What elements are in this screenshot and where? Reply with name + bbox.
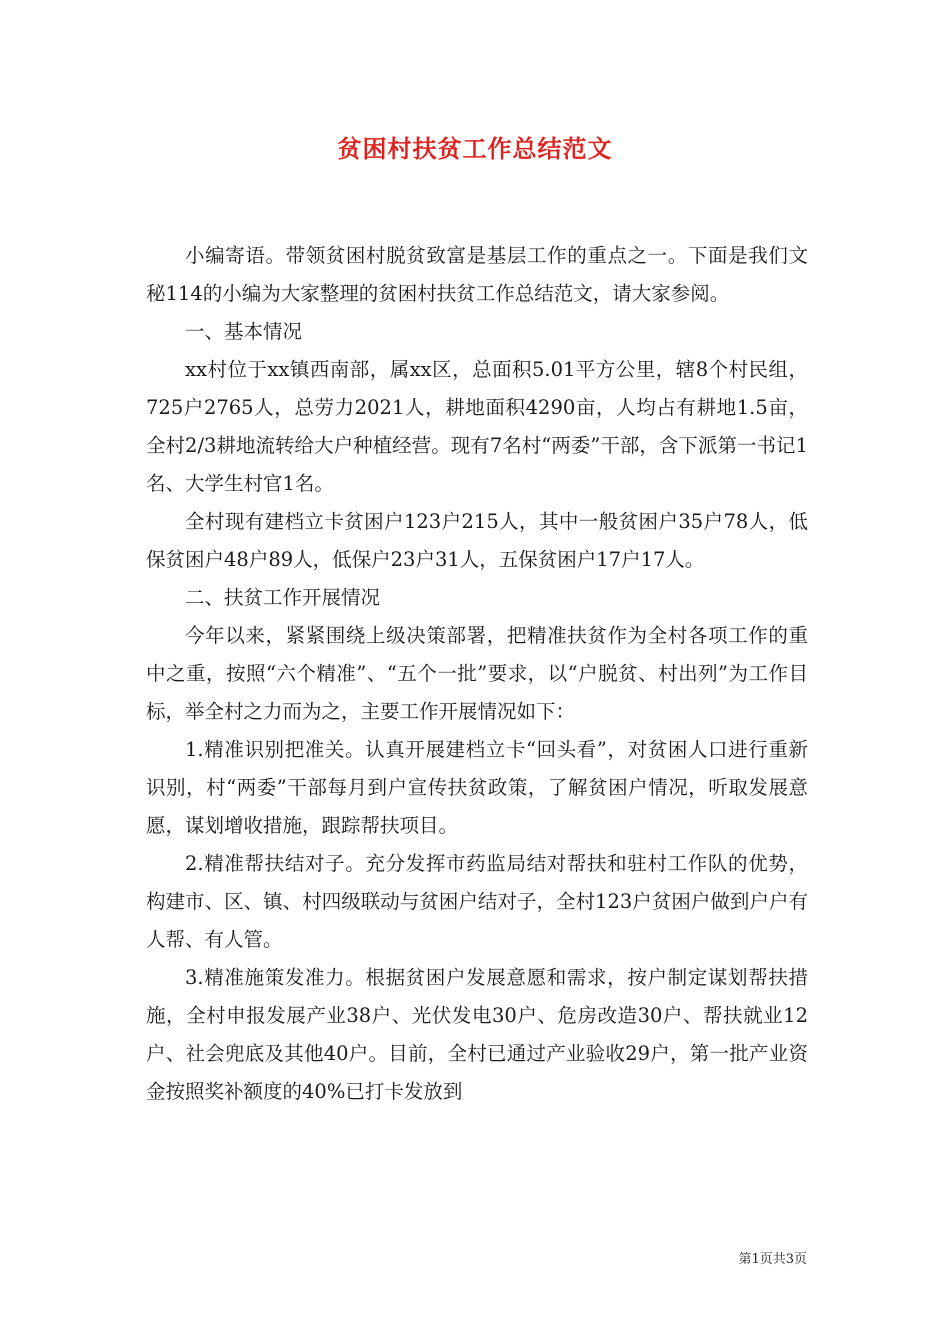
document-title: 贫困村扶贫工作总结范文 [337,134,613,163]
paragraph-poor-households: 全村现有建档立卡贫困户123户215人，其中一般贫困户35户78人，低保贫困户48户89人，低保户23户31人，五保贫困户17户17人。 [146,510,808,571]
paragraph-work-summary: 今年以来，紧紧围绕上级决策部署，把精准扶贫作为全村各项工作的重中之重，按照“六个精准”、“五个一批”要求，以“户脱贫、村出列”为工作目标，举全村之力而为之，主要工作开展情况如下： [146,624,808,723]
paragraph-village-overview: xx村位于xx镇西南部，属xx区，总面积5.01平方公里，辖8个村民组，725户2765人，总劳力2021人，耕地面积4290亩，人均占有耕地1.5亩，全村2/3耕地流转给大户种植经营。现有7名村“两委”干部，含下派第一书记1名、大学生村官1名。 [146,358,808,495]
page-number: 第1页共3页 [738,1252,807,1267]
paragraph-item-2: 2.精准帮扶结对子。充分发挥市药监局结对帮扶和驻村工作队的优势，构建市、区、镇、村四级联动与贫困户结对子，全村123户贫困户做到户户有人帮、有人管。 [146,852,808,951]
heading-basic-situation: 一、基本情况 [185,320,303,343]
paragraph-intro: 小编寄语。带领贫困村脱贫致富是基层工作的重点之一。下面是我们文秘114的小编为大家整理的贫困村扶贫工作总结范文，请大家参阅。 [146,244,808,305]
paragraph-item-1: 1.精准识别把准关。认真开展建档立卡“回头看”，对贫困人口进行重新识别，村“两委”干部每月到户宣传扶贫政策，了解贫困户情况，听取发展意愿，谋划增收措施，跟踪帮扶项目。 [146,738,808,837]
heading-work-progress: 二、扶贫工作开展情况 [185,586,381,609]
document-body [146,237,808,1111]
paragraph-item-3: 3.精准施策发准力。根据贫困户发展意愿和需求，按户制定谋划帮扶措施，全村申报发展产业38户、光伏发电30户、危房改造30户、帮扶就业12户、社会兜底及其他40户。目前，全村已通过产业验收29户，第一批产业资金按照奖补额度的40%已打卡发放到 [146,966,808,1103]
